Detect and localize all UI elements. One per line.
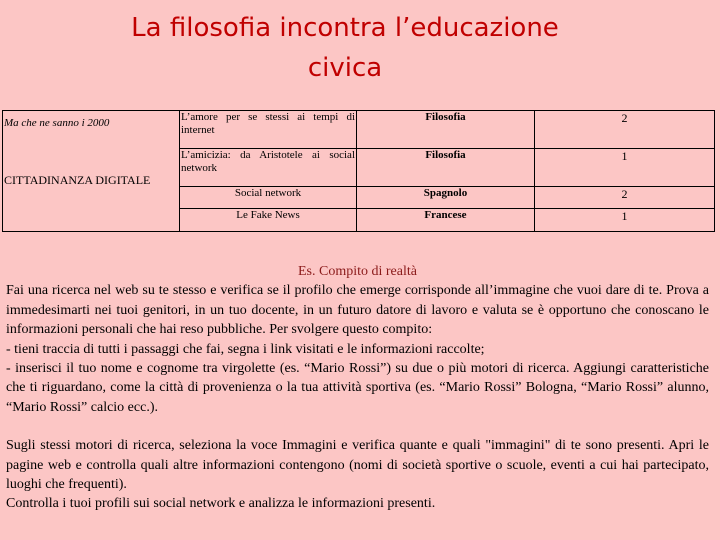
hours-cell: 2	[535, 111, 715, 149]
task-section	[6, 262, 709, 514]
task-paragraph: Sugli stessi motori di ricerca, seleziona la voce Immagini e verifica quante e quali "immagini" di te sono presenti. Apri le pagine web e controlla quali altre informazioni contengono (nomi di società sportive o scuole, eventi a cui hai partecipato, luoghi che frequenti).	[6, 438, 709, 493]
topic-cell: L’amicizia: da Aristotele ai social network	[180, 148, 357, 186]
task-bullet: - inserisci il tuo nome e cognome tra virgolette (es. “Mario Rossi”) su due o più motori di ricerca. Aggiungi caratteristiche che ti riguardano, come la città di provenienza o la tua attività sportiva (es. “Mario Rossi” Bologna, “Mario Rossi” alunno, “Mario Rossi” calcio ecc.).	[6, 361, 709, 415]
task-heading: Es. Compito di realtà	[298, 264, 417, 279]
hours-cell: 1	[535, 209, 715, 232]
title-line-2: civica	[307, 53, 383, 83]
subject-cell: Filosofia	[357, 148, 535, 186]
schedule-table	[2, 110, 715, 232]
page-title	[0, 8, 690, 88]
subject-cell: Spagnolo	[357, 186, 535, 209]
title-line-1: La filosofia incontra l’educazione	[131, 13, 559, 43]
topic-cell: L’amore per se stessi ai tempi di internet	[180, 111, 357, 149]
left-label-top: Ma che ne sanno i 2000	[4, 117, 110, 129]
spacer	[6, 417, 709, 436]
subject-cell: Francese	[357, 209, 535, 232]
task-paragraph: Fai una ricerca nel web su te stesso e verifica se il profilo che emerge corrisponde all’immagine che vuoi dare di te. Prova a immedesimarti nei tuoi genitori, in un tuo docente, in un futuro datore di lavoro e valuta se è opportuno che conoscano le informazioni personali che hai reso pubbliche. Per svolgere questo compito:	[6, 283, 709, 338]
task-bullet: - tieni traccia di tutti i passaggi che fai, segna i link visitati e le informazioni raccolte;	[6, 341, 485, 357]
hours-cell: 1	[535, 148, 715, 186]
left-label-bottom: CITTADINANZA DIGITALE	[4, 173, 151, 187]
left-label-cell	[3, 111, 180, 232]
table-row	[3, 111, 715, 149]
task-paragraph: Controlla i tuoi profili sui social network e analizza le informazioni presenti.	[6, 496, 436, 512]
topic-cell: Le Fake News	[180, 209, 357, 232]
hours-cell: 2	[535, 186, 715, 209]
subject-cell: Filosofia	[357, 111, 535, 149]
topic-cell: Social network	[180, 186, 357, 209]
